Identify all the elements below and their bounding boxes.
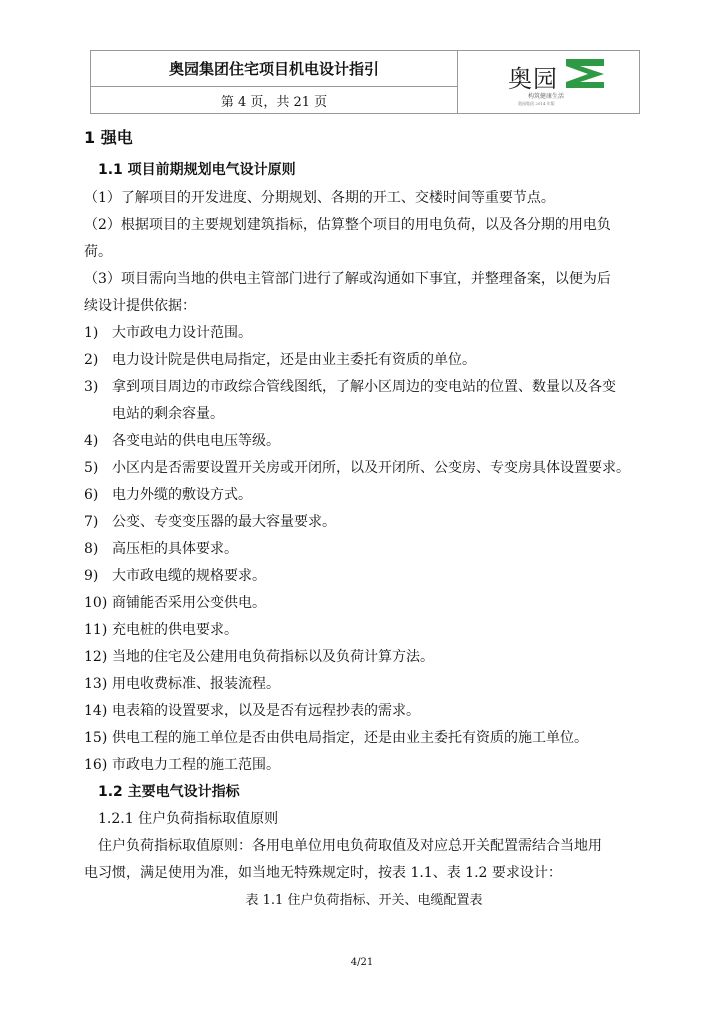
list-text: 市政电力工程的施工范围。: [112, 757, 280, 773]
list-item: [84, 644, 644, 671]
list-number: 7): [84, 514, 99, 530]
list-text: 电力设计院是供电局指定，还是由业主委托有资质的单位。: [112, 352, 476, 368]
paragraph: 住户负荷指标取值原则：各用电单位用电负荷取值及对应总开关配置需结合当地用: [98, 838, 602, 854]
table-caption: 表 1.1 住户负荷指标、开关、电缆配置表: [245, 893, 483, 908]
sub-subsection-heading: 1.2.1 住户负荷指标取值原则: [98, 811, 279, 827]
list-text: 商铺能否采用公变供电。: [112, 595, 266, 611]
list-item: [84, 590, 644, 617]
list-number: 13): [84, 676, 108, 692]
logo-subtext: 奥园集团 2014 年版: [518, 101, 555, 106]
list-text: 当地的住宅及公建用电负荷指标以及负荷计算方法。: [112, 649, 434, 665]
list-number: 9): [84, 568, 99, 584]
list-item: [84, 698, 644, 725]
list-number: 8): [84, 541, 99, 557]
page-info: 第 4 页，共 21 页: [220, 94, 328, 110]
list-item: [84, 563, 644, 590]
page-header: [90, 50, 640, 114]
list-item: [84, 428, 644, 455]
company-logo: [458, 51, 639, 113]
logo-slogan: 构筑健康生活: [528, 93, 565, 100]
list-text: 大市政电缆的规格要求。: [112, 568, 266, 584]
list-text: 各变电站的供电电压等级。: [112, 433, 280, 449]
list-item: [84, 725, 644, 752]
list-text: 电表箱的设置要求，以及是否有远程抄表的需求。: [112, 703, 420, 719]
list-text: 小区内是否需要设置开关房或开闭所，以及开闭所、公变房、专变房具体设置要求。: [112, 460, 630, 476]
list-item: [84, 617, 644, 644]
list-item: [84, 320, 644, 347]
list-number: 1): [84, 325, 99, 341]
list-number: 12): [84, 649, 108, 665]
list-number: 16): [84, 757, 108, 773]
paragraph: （3）项目需向当地的供电主管部门进行了解或沟通如下事宜，并整理备案，以便为后: [84, 271, 611, 287]
subsection-heading: 1.2 主要电气设计指标: [98, 784, 240, 800]
list-item: [84, 752, 644, 779]
list-text: 公变、专变变压器的最大容量要求。: [112, 514, 336, 530]
list-item: [84, 509, 644, 536]
list-text: 大市政电力设计范围。: [112, 325, 252, 341]
list-item: [84, 347, 644, 374]
document-title: 奥园集团住宅项目机电设计指引: [91, 51, 457, 87]
subsection-heading: 1.1 项目前期规划电气设计原则: [98, 162, 296, 178]
list-text-continuation: 电站的剩余容量。: [112, 406, 224, 422]
list-number: 11): [84, 622, 108, 638]
document-body: [84, 126, 644, 914]
list-item: [84, 374, 644, 401]
list-text: 供电工程的施工单位是否由供电局指定，还是由业主委托有资质的施工单位。: [112, 730, 588, 746]
list-number: 6): [84, 487, 99, 503]
logo-text: 奥园: [508, 65, 558, 93]
paragraph: （2）根据项目的主要规划建筑指标，估算整个项目的用电负荷，以及各分期的用电负: [84, 217, 611, 233]
list-item: [84, 671, 644, 698]
list-text: 充电桩的供电要求。: [112, 622, 238, 638]
list-number: 2): [84, 352, 99, 368]
list-item: [84, 482, 644, 509]
section-heading: 1 强电: [84, 128, 133, 147]
list-item: [84, 536, 644, 563]
paragraph-continuation: 电习惯，满足使用为准，如当地无特殊规定时，按表 1.1、表 1.2 要求设计：: [84, 865, 562, 881]
list-text: 高压柜的具体要求。: [112, 541, 238, 557]
list-text: 用电收费标准、报装流程。: [112, 676, 280, 692]
paragraph-continuation: 续设计提供依据：: [84, 298, 196, 314]
header-left: [91, 51, 458, 113]
list-number: 14): [84, 703, 108, 719]
paragraph: （1）了解项目的开发进度、分期规划、各期的开工、交楼时间等重要节点。: [84, 190, 555, 206]
list-text: 电力外缆的敷设方式。: [112, 487, 252, 503]
list-item: [84, 455, 644, 482]
list-text: 拿到项目周边的市政综合管线图纸，了解小区周边的变电站的位置、数量以及各变: [112, 379, 616, 395]
page-footer: 4/21: [350, 957, 374, 968]
logo-mark-icon: [566, 57, 606, 89]
list-number: 15): [84, 730, 108, 746]
list-number: 5): [84, 460, 99, 476]
list-number: 4): [84, 433, 99, 449]
list-number: 3): [84, 379, 99, 395]
list-number: 10): [84, 595, 108, 611]
paragraph-continuation: 荷。: [84, 244, 112, 260]
